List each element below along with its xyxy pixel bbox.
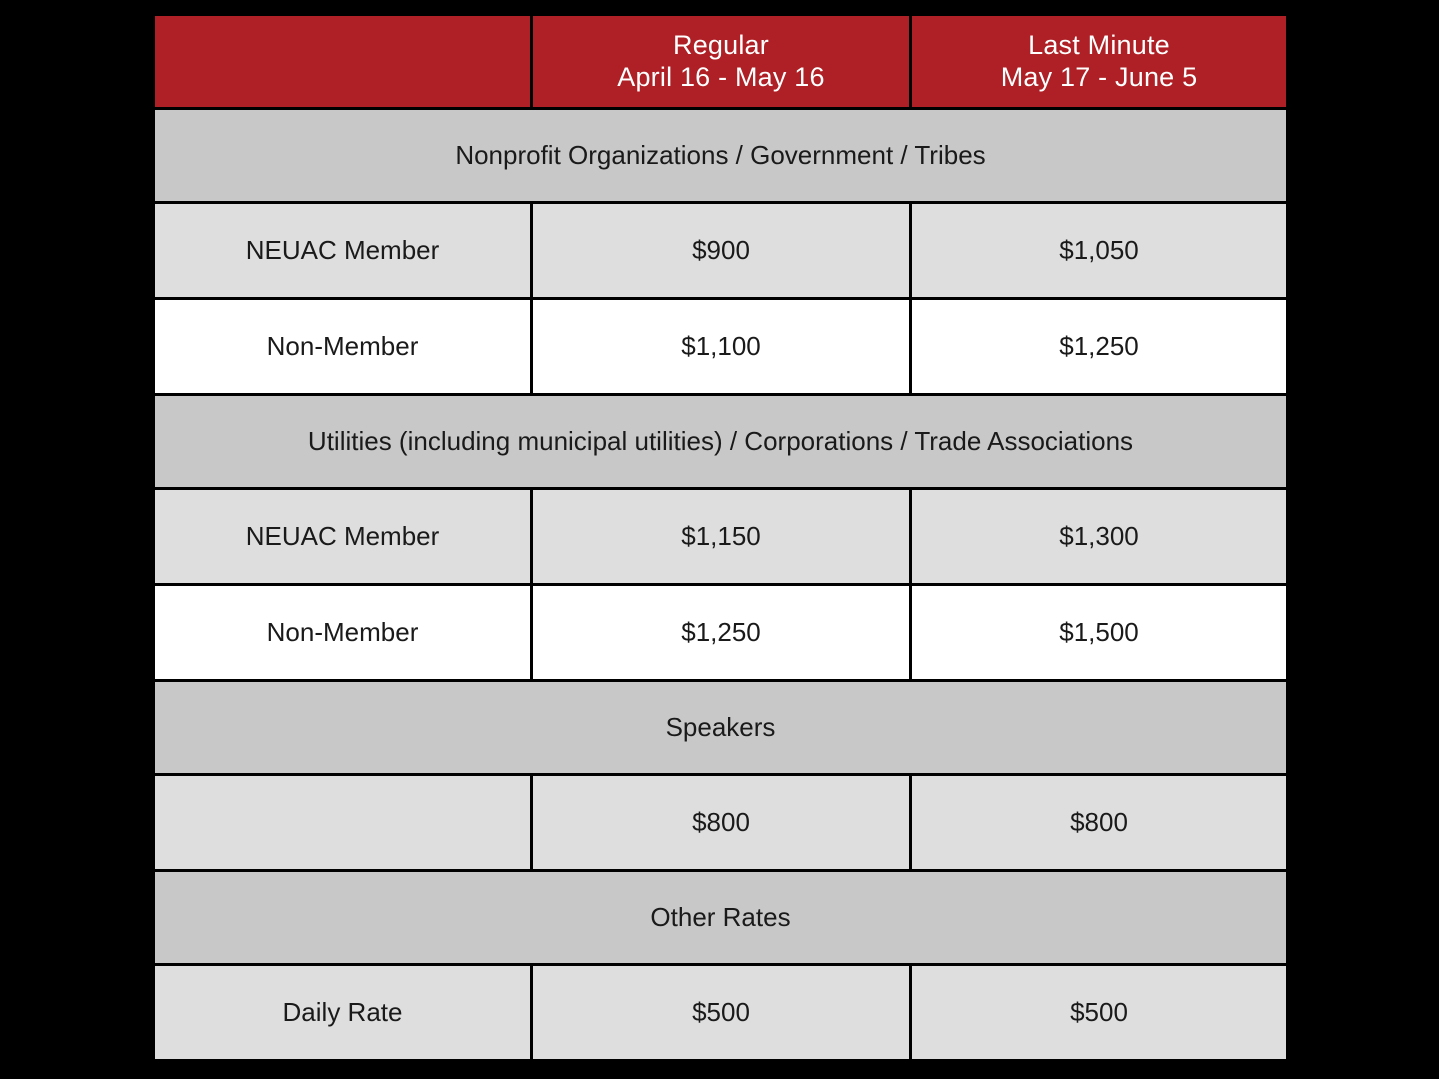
- header-last-minute-title: Last Minute: [1028, 29, 1170, 60]
- section-heading: Nonprofit Organizations / Government / Tribes: [154, 109, 1288, 203]
- row-label: Non-Member: [154, 584, 532, 680]
- price-regular: $1,100: [532, 298, 911, 394]
- table-header-row: [154, 15, 1288, 109]
- table-row: [154, 964, 1288, 1060]
- section-heading-row: [154, 109, 1288, 203]
- section-heading: Utilities (including municipal utilities) / Corporations / Trade Associations: [154, 394, 1288, 488]
- price-regular: $900: [532, 202, 911, 298]
- table-body: [154, 109, 1288, 1061]
- price-regular: $1,150: [532, 488, 911, 584]
- price-last-minute: $500: [911, 964, 1288, 1060]
- section-heading: Other Rates: [154, 870, 1288, 964]
- row-label: NEUAC Member: [154, 488, 532, 584]
- registration-rates-table: [152, 13, 1289, 1062]
- price-last-minute: $1,500: [911, 584, 1288, 680]
- table-row: [154, 774, 1288, 870]
- table-row: [154, 584, 1288, 680]
- price-regular: $500: [532, 964, 911, 1060]
- header-cell-regular: [532, 15, 911, 109]
- row-label-empty: [154, 774, 532, 870]
- row-label: Daily Rate: [154, 964, 532, 1060]
- table-row: [154, 298, 1288, 394]
- header-last-minute-dates: May 17 - June 5: [1000, 61, 1198, 92]
- row-label: NEUAC Member: [154, 202, 532, 298]
- section-heading-row: [154, 680, 1288, 774]
- table-row: [154, 488, 1288, 584]
- header-cell-blank: [154, 15, 532, 109]
- price-last-minute: $800: [911, 774, 1288, 870]
- row-label: Non-Member: [154, 298, 532, 394]
- section-heading-row: [154, 394, 1288, 488]
- price-last-minute: $1,050: [911, 202, 1288, 298]
- table-header: [154, 15, 1288, 109]
- header-regular-title: Regular: [673, 29, 769, 60]
- section-heading: Speakers: [154, 680, 1288, 774]
- section-heading-row: [154, 870, 1288, 964]
- table-row: [154, 202, 1288, 298]
- price-last-minute: $1,300: [911, 488, 1288, 584]
- header-cell-last-minute: [911, 15, 1288, 109]
- header-regular-dates: April 16 - May 16: [617, 61, 825, 92]
- price-regular: $1,250: [532, 584, 911, 680]
- price-regular: $800: [532, 774, 911, 870]
- price-last-minute: $1,250: [911, 298, 1288, 394]
